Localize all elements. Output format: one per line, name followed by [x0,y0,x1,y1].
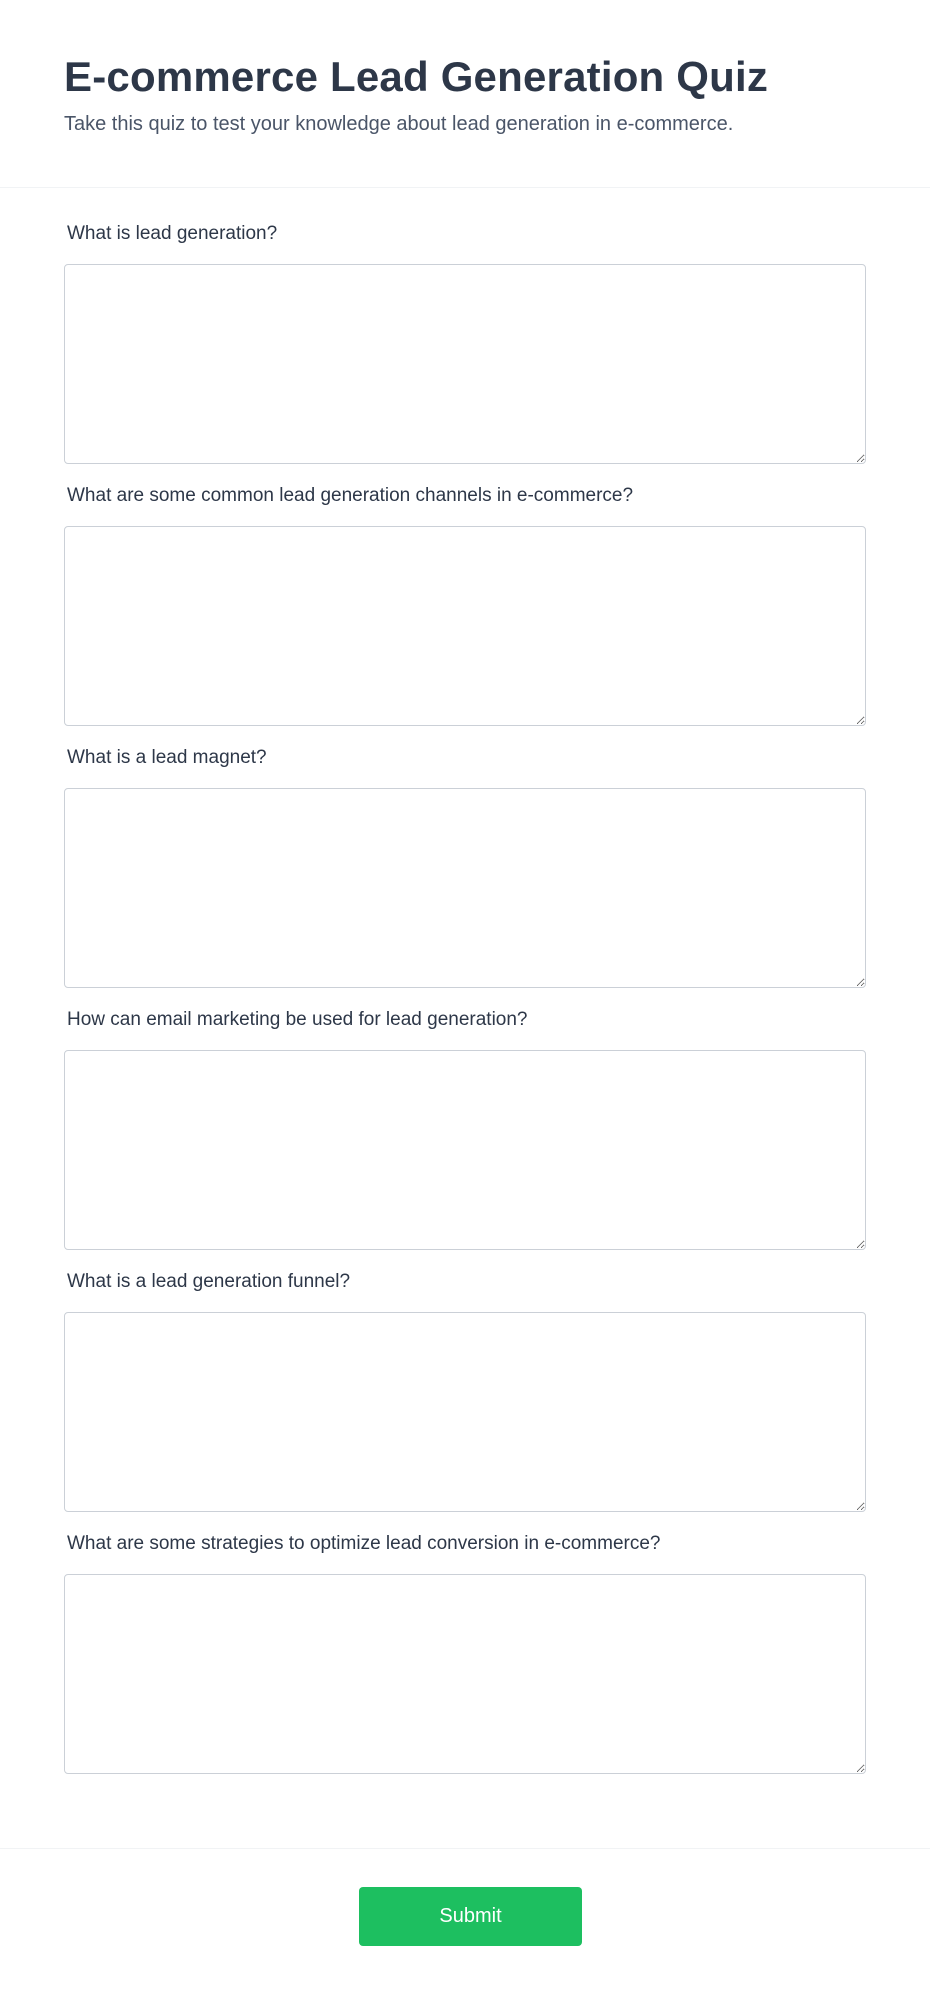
question-label: What is a lead generation funnel? [67,1271,351,1292]
answer-textarea-5[interactable] [64,1312,866,1512]
answer-textarea-1[interactable] [64,264,866,464]
question-label: What are some common lead generation channels in e-commerce? [67,485,634,506]
answer-textarea-2[interactable] [64,526,866,726]
questions-list [0,188,930,1846]
answer-textarea-3[interactable] [64,788,866,988]
answer-textarea-4[interactable] [64,1050,866,1250]
question-1 [64,222,866,464]
question-label: What is lead generation? [67,223,278,244]
question-label: How can email marketing be used for lead generation? [67,1009,528,1030]
question-label: What are some strategies to optimize lead conversion in e-commerce? [67,1533,661,1554]
question-5 [64,1270,866,1512]
question-6 [64,1532,866,1774]
page-subtitle: Take this quiz to test your knowledge about lead generation in e-commerce. [64,113,734,135]
submit-button[interactable]: Submit [359,1887,582,1946]
page-title: E-commerce Lead Generation Quiz [64,53,769,100]
quiz-header [0,0,930,188]
answer-textarea-6[interactable] [64,1574,866,1774]
question-2 [64,484,866,726]
quiz-footer [0,1848,930,1996]
question-label: What is a lead magnet? [67,747,267,768]
question-3 [64,746,866,988]
question-4 [64,1008,866,1250]
